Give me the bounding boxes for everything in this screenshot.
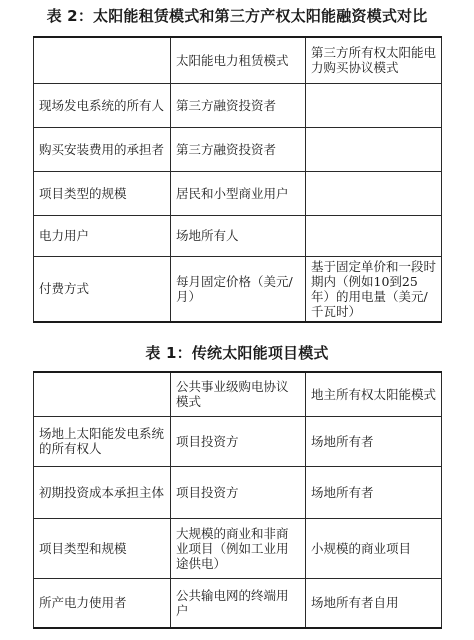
table-row-header [34,37,442,83]
header-cell-empty [34,37,171,83]
header-cell-empty [34,372,171,416]
header-cell-lease-model: 太阳能电力租赁模式 [171,37,306,83]
cell-ppa: 基于固定单价和一段时期内（例如10到25年）的用电量（美元/千瓦时） [306,256,442,322]
cell-lease: 场地所有人 [171,215,306,256]
cell-ppa [306,215,442,256]
table-row [34,215,442,256]
table-row [34,466,442,518]
row-label: 现场发电系统的所有人 [34,83,171,127]
table-2-solar-lease-vs-third-party [33,36,442,323]
cell-utility-ppa: 大规模的商业和非商业项目（例如工业用途供电） [171,518,306,578]
cell-lease: 第三方融资投资者 [171,83,306,127]
cell-utility-ppa: 项目投资方 [171,416,306,466]
row-label: 项目类型的规模 [34,171,171,215]
cell-lease: 每月固定价格（美元/月） [171,256,306,322]
table-row [34,127,442,171]
table-row [34,171,442,215]
table-row [34,518,442,578]
row-label: 场地上太阳能发电系统的所有权人 [34,416,171,466]
cell-landowner: 场地所有者 [306,416,442,466]
row-label: 电力用户 [34,215,171,256]
cell-ppa [306,171,442,215]
table-row [34,256,442,322]
header-cell-utility-ppa: 公共事业级购电协议模式 [171,372,306,416]
table-row [34,416,442,466]
table-row-header [34,372,442,416]
row-label: 购买安装费用的承担者 [34,127,171,171]
cell-landowner: 小规模的商业项目 [306,518,442,578]
header-cell-ppa-model: 第三方所有权太阳能电力购买协议模式 [306,37,442,83]
cell-ppa [306,83,442,127]
cell-landowner: 场地所有者 [306,466,442,518]
cell-utility-ppa: 项目投资方 [171,466,306,518]
table-row [34,83,442,127]
row-label: 付费方式 [34,256,171,322]
cell-lease: 居民和小型商业用户 [171,171,306,215]
row-label: 所产电力使用者 [34,578,171,628]
row-label: 初期投资成本承担主体 [34,466,171,518]
header-cell-landowner-model: 地主所有权太阳能模式 [306,372,442,416]
table-row [34,578,442,628]
cell-utility-ppa: 公共输电网的终端用户 [171,578,306,628]
cell-ppa [306,127,442,171]
row-label: 项目类型和规模 [34,518,171,578]
cell-landowner: 场地所有者自用 [306,578,442,628]
table-1-title: 表 1：传统太阳能项目模式 [145,344,329,362]
table-1-traditional-solar-models [33,371,442,629]
table-2-title: 表 2：太阳能租赁模式和第三方产权太阳能融资模式对比 [46,7,428,25]
cell-lease: 第三方融资投资者 [171,127,306,171]
